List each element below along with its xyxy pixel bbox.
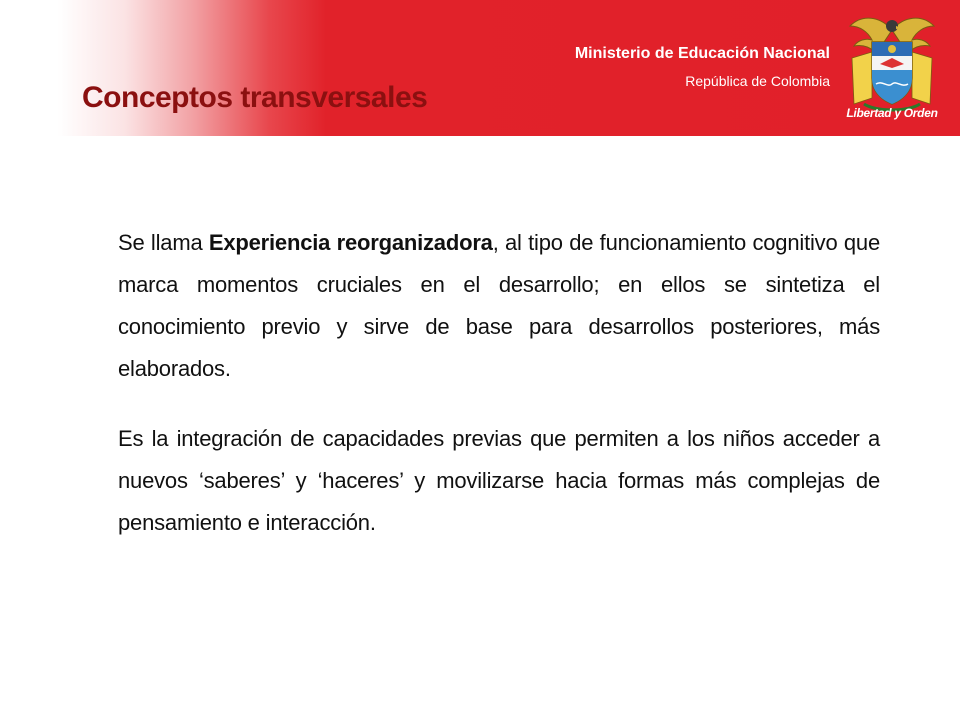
- paragraph-intro-text: Se llama: [118, 230, 209, 255]
- paragraph-rest-text: , al tipo de funcionamiento cognitivo que marca momentos cruciales en el desarrollo; en ellos se sintetiza el conocimiento previo y sirve de base para desarrollos posteriores, más elaborados.: [118, 230, 880, 381]
- ministry-name: Ministerio de Educación Nacional: [574, 45, 830, 62]
- crest-motto: Libertad y Orden: [846, 106, 938, 120]
- key-term: Experiencia reorganizadora: [208, 230, 493, 255]
- paragraph-definition: [118, 222, 880, 390]
- paragraph-integration: Es la integración de capacidades previas que permiten a los niños acceder a nuevos ‘saberes’ y ‘haceres’ y movilizarse hacia formas más complejas de pensamiento e interacción.: [118, 426, 880, 535]
- slide-body: [118, 222, 880, 544]
- page-title: Conceptos transversales: [82, 81, 428, 114]
- republic-name: República de Colombia: [685, 73, 830, 89]
- header-banner: [0, 0, 960, 136]
